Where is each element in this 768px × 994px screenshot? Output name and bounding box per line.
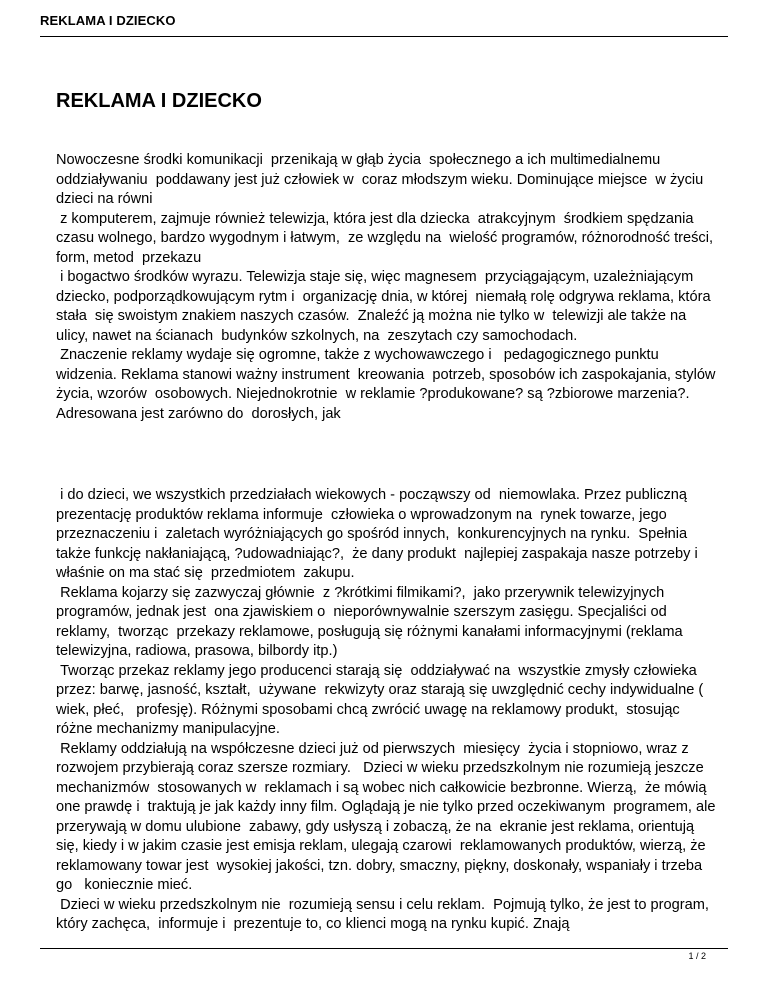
paragraph: Dzieci w wieku przedszkolnym nie rozumieją sensu i celu reklam. Pojmują tylko, że jest to program, który zachęca, informuje i prezentuje to, co klienci mogą na rynku kupić. Znają bbox=[56, 896, 713, 932]
footer-divider bbox=[40, 948, 728, 949]
article-body-part-2 bbox=[56, 486, 720, 935]
header-divider bbox=[40, 36, 728, 37]
paragraph: Nowoczesne środki komunikacji przenikają w głąb życia społecznego a ich multimedialnemu oddziaływaniu poddawany jest już człowiek w coraz młodszym wieku. Dominujące miejsce w życiu dzieci na równi bbox=[56, 152, 708, 207]
paragraph: Reklamy oddziałują na współczesne dzieci już od pierwszych miesięcy życia i stopniowo, wraz z rozwojem przybierają coraz szersze rozmiary. Dzieci w wieku przedszkolnym nie rozumieją jeszcze mechanizmów stosowanych w reklamach i są wobec nich całkowicie bezbronne. Wierzą, że mówią one prawdę i traktują je jak każdy inny film. Oglądają je nie tylko przed oczekiwanym programem, ale przerywają w domu ulubione zabawy, gdy usłyszą i zobaczą, że na ekranie jest reklama, orientują się, kiedy i w jakim czasie jest emisja reklam, ulegają czarowi reklamowanych produktów, wierzą, że reklamowany towar jest wysokiej jakości, tzn. dobry, smaczny, piękny, doskonały, wspaniały i trzeba go koniecznie mieć. bbox=[56, 740, 720, 893]
paragraph: i bogactwo środków wyrazu. Telewizja staje się, więc magnesem przyciągającym, uzależniającym dziecko, podporządkowującym rytm i organizację dnia, w której niemałą rolę odgrywa reklama, która stała się swoistym znakiem naszych czasów. Znaleźć ją można nie tylko w telewizji ale także na ulicy, nawet na ścianach budynków szkolnych, na zeszytach czy samochodach. bbox=[56, 269, 715, 344]
paragraph: Znaczenie reklamy wydaje się ogromne, także z wychowawczego i pedagogicznego punktu widzenia. Reklama stanowi ważny instrument kreowania potrzeb, sposobów ich zaspokajania, stylów życia, wzorów osobowych. Niejednokrotnie w reklamie ?produkowane? są ?zbiorowe marzenia?. Adresowana jest zarówno do dorosłych, jak bbox=[56, 347, 720, 422]
running-header-title: REKLAMA I DZIECKO bbox=[40, 13, 176, 28]
article-body-part-1 bbox=[56, 151, 720, 424]
paragraph: Tworząc przekaz reklamy jego producenci starają się oddziaływać na wszystkie zmysły człowieka przez: barwę, jasność, kształt, używane rekwizyty oraz starają się uwzględnić cechy indywidualne ( wiek, płeć, profesję). Różnymi sposobami chcą zwrócić uwagę na reklamowy produkt, stosując różne mechanizmy manipulacyjne. bbox=[56, 662, 708, 737]
page-title: REKLAMA I DZIECKO bbox=[56, 90, 262, 112]
paragraph: z komputerem, zajmuje również telewizja, która jest dla dziecka atrakcyjnym środkiem spędzania czasu wolnego, bardzo wygodnym i łatwym, ze względu na wielość programów, różnorodność treści, form, metod przekazu bbox=[56, 210, 718, 266]
paragraph: Reklama kojarzy się zazwyczaj głównie z ?krótkimi filmikami?, jako przerywnik telewizyjnych programów, jednak jest ona zjawiskiem o nieporównywalnie szerszym zasięgu. Specjaliści od reklamy, tworząc przekazy reklamowe, posługują się różnymi kanałami informacyjnymi (reklama telewizyjna, radiowa, prasowa, bilbordy itp.) bbox=[56, 584, 691, 659]
page-number: 1 / 2 bbox=[688, 951, 706, 961]
paragraph: i do dzieci, we wszystkich przedziałach wiekowych - począwszy od niemowlaka. Przez publiczną prezentację produktów reklama informuje człowieka o wprowadzonym na rynek towarze, jego przeznaczeniu i zaletach wyróżniających go spośród innych, konkurencyjnych na rynku. Spełnia także funkcję nakłaniającą, ?udowadniając?, że dany produkt najlepiej zaspakaja nasze potrzeby i właśnie on ma stać się przedmiotem zakupu. bbox=[56, 487, 702, 581]
